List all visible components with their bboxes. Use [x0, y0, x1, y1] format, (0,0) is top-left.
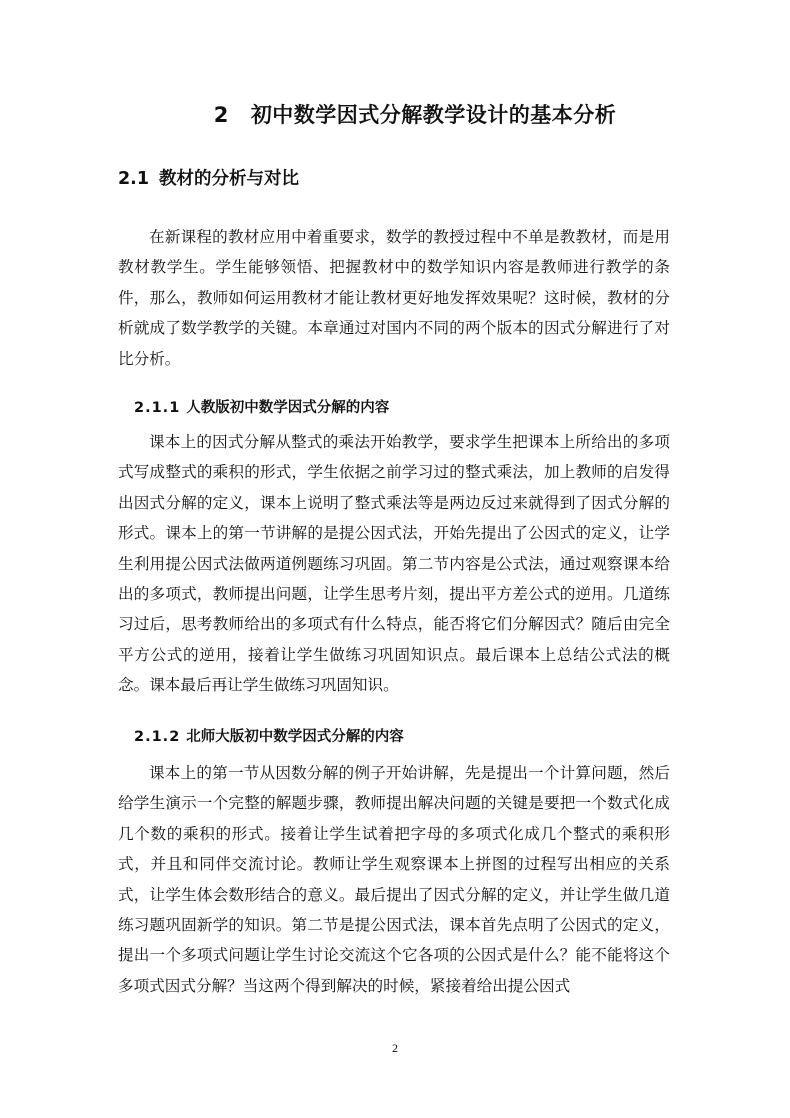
page-number: 2: [392, 1041, 398, 1055]
subsection-number: 2.1.2: [134, 729, 181, 745]
chapter-title-text: 初中数学因式分解教学设计的基本分析: [250, 103, 617, 127]
subsection-paragraph-2-1-1: 课本上的因式分解从整式的乘法开始教学，要求学生把课本上所给出的多项式写成整式的乘积的形式，学生依据之前学习过的整式乘法，加上教师的启发得出因式分解的定义，课本上说明了整式乘法等是两边反过来就得到了因式分解的形式。课本上的第一节讲解的是提公因式法，开始先提出了公因式的定义，让学生利用提公因式法做两道例题练习巩固。第二节内容是公式法，通过观察课本给出的多项式，教师提出问题，让学生思考片刻，提出平方差公式的逆用。几道练习过后，思考教师给出的多项式有什么特点，能否将它们分解因式？随后由完全平方公式的逆用，接着让学生做练习巩固知识点。最后课本上总结公式法的概念。课本最后再让学生做练习巩固知识。: [118, 433, 670, 695]
chapter-title: [0, 100, 790, 130]
subsection-title-text: 北师大版初中数学因式分解的内容: [186, 729, 404, 745]
subsection-paragraph-2-1-2: 课本上的第一节从因数分解的例子开始讲解，先是提出一个计算问题，然后给学生演示一个完整的解题步骤，教师提出解决问题的关键是要把一个数式化成几个数的乘积的形式。接着让学生试着把字母的多项式化成几个整式的乘积形式，并且和同伴交流讨论。教师让学生观察课本上拼图的过程写出相应的关系式，让学生体会数形结合的意义。最后提出了因式分解的定义，并让学生做几道练习题巩固新学的知识。第二节是提公因式法，课本首先点明了公因式的定义，提出一个多项式问题让学生讨论交流这个它各项的公因式是什么？能不能将这个多项式因式分解？当这两个得到解决的时候，紧接着给出提公因式: [118, 764, 670, 995]
section-number: 2.1: [118, 169, 150, 189]
section-title-text: 教材的分析与对比: [159, 169, 300, 189]
chapter-number: 2: [213, 103, 229, 127]
intro-paragraph: 在新课程的教材应用中着重要求，数学的教授过程中不单是教教材，而是用教材教学生。学生能够领悟、把握教材中的数学知识内容是教师进行教学的条件，那么，教师如何运用教材才能让教材更好地发挥效果呢？这时候，教材的分析就成了数学教学的关键。本章通过对国内不同的两个版本的因式分解进行了对比分析。: [118, 228, 670, 368]
subsection-number: 2.1.1: [134, 400, 181, 416]
subsection-title-text: 人教版初中数学因式分解的内容: [186, 400, 390, 416]
section-title: [118, 166, 299, 192]
subsection-title-2-1-1: [134, 397, 389, 419]
subsection-title-2-1-2: [134, 726, 404, 748]
